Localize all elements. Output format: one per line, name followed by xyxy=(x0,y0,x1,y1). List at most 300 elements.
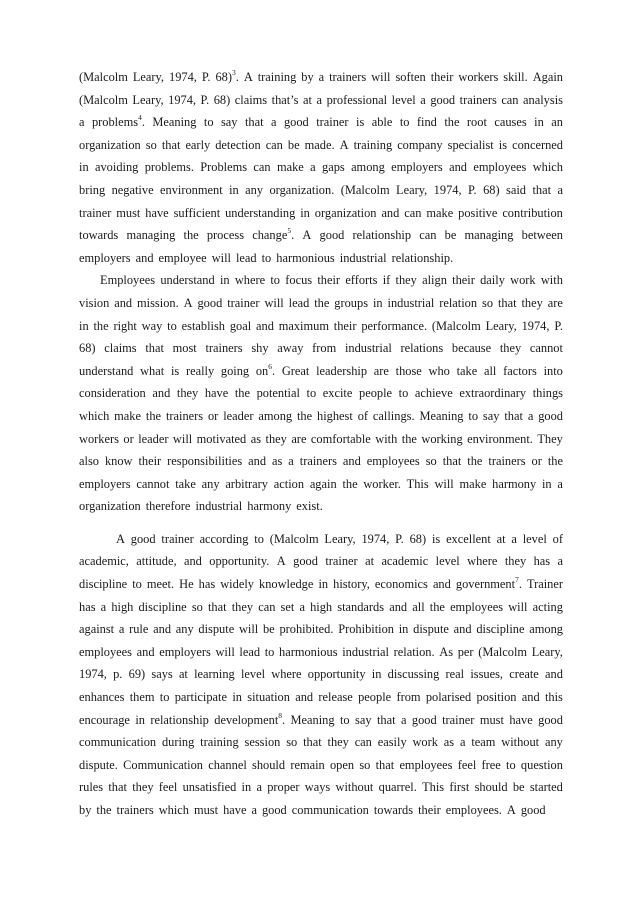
word: root xyxy=(466,115,487,130)
word: their xyxy=(418,803,441,817)
word: be xyxy=(512,780,525,795)
word: a xyxy=(256,780,262,795)
text-line xyxy=(79,528,563,551)
word: 68) xyxy=(79,341,96,356)
word: the xyxy=(429,599,445,614)
word: Employees xyxy=(100,273,156,288)
word: quarrel. xyxy=(378,780,417,795)
text-line xyxy=(79,776,563,799)
word: efforts xyxy=(345,273,378,288)
word: remain xyxy=(290,757,325,772)
word: harmonious xyxy=(279,644,338,659)
word: dispute xyxy=(413,622,449,637)
word: which xyxy=(158,803,189,817)
word: and xyxy=(449,160,467,175)
word: can xyxy=(501,92,519,107)
word: to xyxy=(167,318,177,333)
word: also xyxy=(79,454,99,469)
word: A xyxy=(506,803,516,817)
word: high xyxy=(310,599,333,614)
word: factors xyxy=(503,363,537,378)
word: claims xyxy=(104,341,137,356)
word: excite xyxy=(322,386,353,401)
word: make xyxy=(426,205,454,220)
word: that xyxy=(497,295,517,310)
word: a xyxy=(100,599,107,614)
word: industrial xyxy=(344,341,392,356)
word: 68) xyxy=(213,92,231,107)
word: will xyxy=(434,476,454,491)
word: 68) xyxy=(409,531,427,546)
word: Meaning xyxy=(152,115,197,130)
word: which xyxy=(532,160,563,175)
word: all xyxy=(412,599,425,614)
word: that xyxy=(108,780,127,795)
word: opportunity xyxy=(307,667,366,682)
word: employers xyxy=(79,476,131,491)
text-line xyxy=(79,382,563,405)
word: any xyxy=(544,735,563,750)
word: employees xyxy=(450,599,504,614)
word: where xyxy=(467,554,498,569)
word: or xyxy=(123,431,134,446)
word: they xyxy=(132,780,154,795)
word: comfortable xyxy=(310,431,371,446)
word: into xyxy=(543,363,563,378)
word: must xyxy=(193,803,219,817)
word: opportunity. xyxy=(209,554,270,569)
word: soften xyxy=(395,70,426,84)
word: employees xyxy=(399,757,453,772)
text-line xyxy=(79,731,563,754)
text-line xyxy=(79,596,563,619)
word: among xyxy=(258,408,293,423)
word: discipline xyxy=(138,599,187,614)
word: sufficient xyxy=(173,205,221,220)
word: their xyxy=(333,318,357,333)
word: find xyxy=(416,115,437,130)
word: session xyxy=(244,735,281,750)
word: to xyxy=(339,712,350,727)
word: say xyxy=(482,408,500,423)
word: employers xyxy=(391,160,443,175)
word: gaps xyxy=(322,160,345,175)
word: problems. xyxy=(144,160,194,175)
word: good xyxy=(538,408,563,423)
word: which xyxy=(79,408,110,423)
word: motivated xyxy=(196,431,247,446)
word: employers xyxy=(159,644,211,659)
word: and xyxy=(389,599,408,614)
text-line xyxy=(79,709,563,732)
word: to xyxy=(399,115,410,130)
text-line xyxy=(79,269,563,292)
word: at xyxy=(365,554,375,569)
word: are xyxy=(291,431,307,446)
word: going xyxy=(220,363,250,378)
word: potential xyxy=(256,386,300,401)
word: polarised xyxy=(425,690,472,705)
word: in xyxy=(79,318,89,333)
word: to xyxy=(398,386,409,401)
word: has xyxy=(533,554,551,569)
word: a xyxy=(316,92,323,107)
word: Prohibition xyxy=(338,622,394,637)
word: that xyxy=(303,735,322,750)
word: and xyxy=(381,205,400,220)
word: team xyxy=(471,735,496,750)
word: is xyxy=(498,137,508,152)
word: that xyxy=(244,115,264,130)
word: the xyxy=(401,431,417,446)
word: make xyxy=(459,476,487,491)
word: so xyxy=(286,735,298,750)
word: create xyxy=(509,667,539,682)
word: history, xyxy=(333,577,370,592)
text-line xyxy=(79,337,563,360)
text-line xyxy=(79,550,563,573)
word: a xyxy=(251,803,257,817)
word: question xyxy=(520,757,563,772)
word: acting xyxy=(532,599,563,614)
word: mission. xyxy=(137,295,179,310)
text-line xyxy=(79,405,563,428)
word: professional xyxy=(326,92,388,107)
word: their xyxy=(317,273,341,288)
word: among xyxy=(351,160,385,175)
word: trainer xyxy=(79,205,112,220)
word: industrial xyxy=(342,644,389,659)
word: say xyxy=(355,712,372,727)
word: among xyxy=(529,622,563,637)
word: by xyxy=(79,803,92,817)
text-line xyxy=(79,202,563,225)
word: skill. xyxy=(503,70,528,84)
word: learning xyxy=(194,667,235,682)
word: lead xyxy=(235,250,257,265)
word: employees xyxy=(79,644,132,659)
word: organization xyxy=(314,205,377,220)
paragraph-2 xyxy=(79,269,563,518)
word: ways xyxy=(304,780,331,795)
word: position xyxy=(476,690,517,705)
word: good xyxy=(538,712,563,727)
word: and xyxy=(545,667,563,682)
word: started xyxy=(529,780,563,795)
word: specialist xyxy=(447,137,494,152)
word: that xyxy=(145,341,164,356)
word: from xyxy=(312,341,337,356)
word: 1974, xyxy=(433,182,462,197)
word: prohibited. xyxy=(279,622,334,637)
word: the xyxy=(467,454,483,469)
word: good xyxy=(261,803,287,817)
word: groups xyxy=(334,295,369,310)
word: employees xyxy=(366,454,420,469)
word: by xyxy=(301,70,314,84)
word: 1974, xyxy=(168,92,197,107)
text-line xyxy=(79,428,563,451)
word: change$^5$. xyxy=(252,226,295,243)
word: without xyxy=(335,780,374,795)
word: trainers xyxy=(165,408,204,423)
word: claims xyxy=(234,92,268,107)
word: concerned xyxy=(512,137,563,152)
word: This xyxy=(406,476,429,491)
word: A xyxy=(276,554,286,569)
word: goal xyxy=(229,318,252,333)
word: Leary, xyxy=(396,182,428,197)
word: trainers xyxy=(116,803,154,817)
word: A xyxy=(183,295,193,310)
word: employees xyxy=(473,160,527,175)
word: has xyxy=(198,577,216,592)
word: P. xyxy=(554,318,563,333)
word: company xyxy=(397,137,443,152)
word: in xyxy=(534,115,544,130)
word: to xyxy=(203,115,214,130)
word: said xyxy=(506,182,526,197)
word: 69) xyxy=(128,667,146,682)
text-line xyxy=(79,360,563,383)
word: contribution xyxy=(502,205,563,220)
word: things xyxy=(532,386,563,401)
word: open xyxy=(329,757,355,772)
word: feel xyxy=(158,780,178,795)
word: callings. xyxy=(372,408,415,423)
word: a xyxy=(557,476,563,491)
word: leadership xyxy=(316,363,368,378)
word: first xyxy=(449,780,470,795)
word: economics xyxy=(374,577,428,592)
word: a xyxy=(459,735,466,750)
word: Leary, xyxy=(324,531,356,546)
word: as xyxy=(250,431,262,446)
word: issues, xyxy=(470,667,504,682)
word: 68) xyxy=(483,182,500,197)
word: workers xyxy=(79,431,119,446)
word: an xyxy=(551,115,563,130)
word: relationship. xyxy=(391,250,454,265)
word: as xyxy=(443,735,455,750)
word: therefore xyxy=(145,499,191,514)
word: level xyxy=(435,554,460,569)
word: make xyxy=(114,408,142,423)
word: achieve xyxy=(414,386,453,401)
text-line xyxy=(79,315,563,338)
word: should xyxy=(252,757,286,772)
word: people xyxy=(359,386,393,401)
word: they xyxy=(231,599,254,614)
word: extraordinary xyxy=(459,386,527,401)
word: shy xyxy=(251,341,269,356)
word: training xyxy=(200,735,239,750)
word: what xyxy=(140,363,165,378)
word: to xyxy=(468,408,479,423)
word: This xyxy=(422,780,445,795)
word: They xyxy=(537,431,563,446)
word: understand xyxy=(160,273,215,288)
word: those xyxy=(395,363,422,378)
word: leader xyxy=(138,431,169,446)
text-line xyxy=(79,247,563,270)
word: their xyxy=(138,454,162,469)
text-line xyxy=(79,686,563,709)
word: understanding xyxy=(225,205,296,220)
text-line xyxy=(79,495,563,518)
word: (Malcolm xyxy=(79,70,128,84)
word: academic, xyxy=(79,554,129,569)
word: highest xyxy=(317,408,353,423)
word: high xyxy=(111,599,134,614)
word: causes xyxy=(494,115,527,130)
word: a xyxy=(527,408,534,423)
word: lead xyxy=(288,295,310,310)
word: meet. xyxy=(146,577,175,592)
word: 1974, xyxy=(169,70,197,84)
word: so xyxy=(359,757,371,772)
word: will xyxy=(238,622,259,637)
word: right xyxy=(113,318,137,333)
word: have xyxy=(223,803,247,817)
paragraph-3 xyxy=(79,528,563,822)
text-line xyxy=(79,663,563,686)
word: communication xyxy=(79,735,157,750)
word: trainer xyxy=(227,295,260,310)
footnote-marker: 3 xyxy=(231,67,236,77)
word: employers xyxy=(79,250,131,265)
word: P. xyxy=(200,92,210,107)
text-line xyxy=(79,450,563,473)
word: the xyxy=(547,454,563,469)
word: take xyxy=(175,476,196,491)
word: Again xyxy=(532,70,563,84)
word: discussing xyxy=(387,667,440,682)
word: a xyxy=(310,160,316,175)
word: cannot xyxy=(136,476,170,491)
word: organization. xyxy=(269,182,335,197)
word: will xyxy=(211,250,231,265)
word: environment. xyxy=(467,431,533,446)
word: so xyxy=(191,599,203,614)
text-line xyxy=(79,179,563,202)
word: industrial xyxy=(195,499,243,514)
word: or xyxy=(531,454,542,469)
text-line xyxy=(79,292,563,315)
word: academic xyxy=(381,554,429,569)
word: early xyxy=(185,137,211,152)
word: a xyxy=(118,622,125,637)
word: and xyxy=(152,386,171,401)
word: will xyxy=(215,644,235,659)
word: can xyxy=(265,137,283,152)
word: Problems xyxy=(200,160,248,175)
word: harmony xyxy=(492,476,537,491)
word: discipline xyxy=(476,622,525,637)
word: in xyxy=(318,577,329,592)
word: good xyxy=(319,228,345,243)
word: the xyxy=(342,476,358,491)
word: where xyxy=(271,667,302,682)
text-line xyxy=(79,473,563,496)
word: that’s xyxy=(271,92,299,107)
word: industrial xyxy=(387,295,435,310)
word: employee xyxy=(158,250,207,265)
word: will xyxy=(172,431,193,446)
word: managing xyxy=(464,228,514,243)
word: any xyxy=(175,622,194,637)
word: are xyxy=(373,363,389,378)
word: widely xyxy=(220,577,254,592)
word: and xyxy=(135,250,154,265)
word: a xyxy=(557,554,563,569)
word: responsibilities xyxy=(167,454,243,469)
word: and xyxy=(256,318,274,333)
word: they xyxy=(176,386,199,401)
word: in xyxy=(79,160,89,175)
word: participate xyxy=(174,690,228,705)
word: towards xyxy=(79,228,119,243)
word: in xyxy=(541,476,552,491)
word: the xyxy=(96,803,112,817)
word: work xyxy=(510,273,536,288)
word: discipline xyxy=(79,577,128,592)
word: the xyxy=(444,115,460,130)
word: a xyxy=(400,712,407,727)
word: to xyxy=(159,690,170,705)
word: they xyxy=(504,554,527,569)
word: development$^8$. xyxy=(214,710,286,727)
word: Leary, xyxy=(485,318,517,333)
word: and xyxy=(136,644,155,659)
word: good xyxy=(411,712,437,727)
word: people xyxy=(358,690,392,705)
word: excellent xyxy=(446,531,491,546)
word: and xyxy=(295,690,314,705)
word: A xyxy=(116,531,125,546)
word: detection xyxy=(215,137,261,152)
word: at xyxy=(178,667,188,682)
word: environment xyxy=(160,182,223,197)
word: a xyxy=(79,115,85,130)
word: release xyxy=(318,690,353,705)
word: A xyxy=(302,228,312,243)
word: says xyxy=(151,667,173,682)
word: a xyxy=(557,182,563,197)
word: if xyxy=(382,273,391,288)
word: workers xyxy=(458,70,499,84)
word: will xyxy=(508,599,528,614)
word: cannot xyxy=(529,341,563,356)
text-line xyxy=(79,618,563,641)
word: the xyxy=(93,318,109,333)
word: to xyxy=(254,531,264,546)
word: $on^6$. xyxy=(255,361,276,378)
word: have xyxy=(204,386,229,401)
word: relation. xyxy=(393,644,435,659)
word: organization xyxy=(79,137,141,152)
word: are xyxy=(547,295,563,310)
word: a xyxy=(271,115,277,130)
text-line xyxy=(79,66,563,89)
word: any xyxy=(201,476,220,491)
word: because xyxy=(451,341,492,356)
word: trainer xyxy=(325,554,358,569)
word: of xyxy=(552,531,563,546)
word: in xyxy=(300,205,310,220)
word: harmony xyxy=(247,499,292,514)
word: with xyxy=(375,431,398,446)
